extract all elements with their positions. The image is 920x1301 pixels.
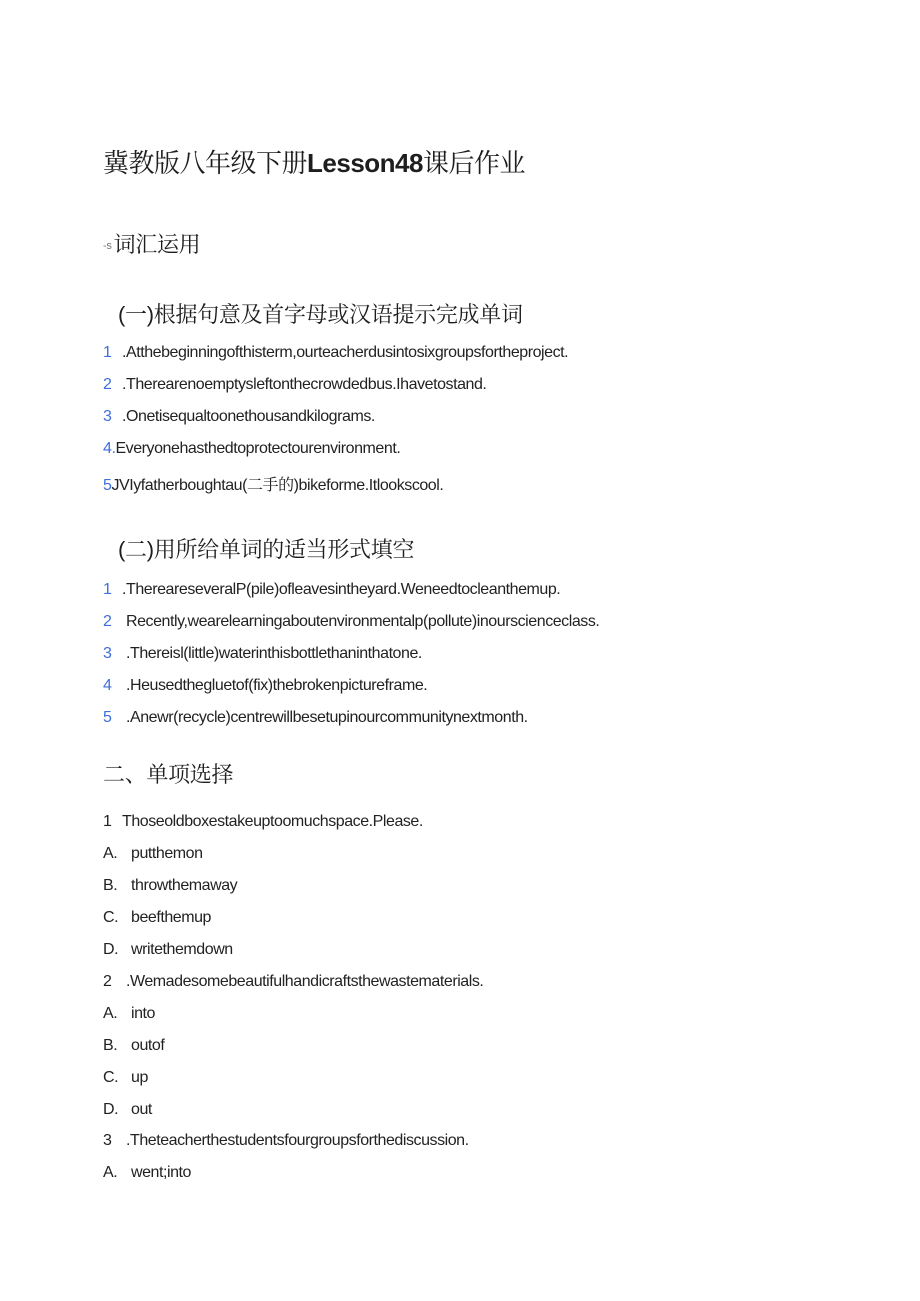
- option-letter: D.: [103, 941, 119, 958]
- question-number: 2: [103, 973, 112, 990]
- item-number: 4.: [103, 440, 116, 457]
- part1-heading: (一)根据句意及首字母或汉语提示完成单词: [118, 302, 523, 327]
- item-text: .Thereisl(little)waterinthisbottlethaninthatone.: [126, 645, 422, 662]
- item-text: JVIyfatherboughtau(二手的)bikeforme.Itlookscool.: [111, 477, 444, 494]
- item-text: .Therearenoemptysleftonthecrowdedbus.Ihavetostand.: [122, 376, 487, 393]
- option-letter: B.: [103, 1037, 118, 1054]
- question-number: 1: [103, 813, 112, 830]
- item-text: .Onetisequaltoonethousandkilograms.: [122, 408, 375, 425]
- part1-item: [103, 476, 443, 496]
- document-title: [103, 147, 525, 179]
- option-letter: A.: [103, 845, 118, 862]
- option-letter: D.: [103, 1101, 119, 1118]
- question-text: .Theteacherthestudentsfourgroupsforthediscussion.: [126, 1132, 469, 1149]
- option-text: went;into: [131, 1164, 191, 1181]
- part2-item: [103, 676, 427, 696]
- section-vocabulary-heading: [103, 231, 200, 260]
- option-text: writethemdown: [131, 941, 233, 958]
- title-suffix: 课后作业: [422, 148, 525, 178]
- option-text: throwthemaway: [131, 877, 238, 894]
- item-number: 2: [103, 613, 112, 630]
- option-text: up: [131, 1069, 148, 1086]
- item-number: 3: [103, 645, 112, 662]
- part2-item: [103, 612, 599, 632]
- part1-item: [103, 343, 568, 363]
- option: [103, 1036, 164, 1056]
- option: [103, 940, 233, 960]
- title-prefix: 冀教版八年级下册: [103, 148, 308, 178]
- option-letter: B.: [103, 877, 118, 894]
- option-text: putthemon: [131, 845, 203, 862]
- question-text: Thoseoldboxestakeuptoomuchspace.Please.: [122, 813, 423, 830]
- question: [103, 812, 423, 832]
- option: [103, 1068, 148, 1088]
- title-lesson: Lesson48: [307, 148, 423, 178]
- option: [103, 1100, 152, 1120]
- question-text: .Wemadesomebeautifulhandicraftsthewastematerials.: [126, 973, 484, 990]
- option-text: beefthemup: [131, 909, 212, 926]
- item-number: 1: [103, 344, 112, 361]
- option-letter: A.: [103, 1005, 118, 1022]
- part2-heading: (二)用所给单词的适当形式填空: [118, 537, 415, 562]
- part1-item: [103, 439, 400, 459]
- item-text: Everyonehasthedtoprotectourenvironment.: [115, 440, 401, 457]
- question: [103, 1131, 469, 1151]
- item-number: 3: [103, 408, 112, 425]
- item-number: 4: [103, 677, 112, 694]
- option-text: outof: [131, 1037, 165, 1054]
- option-text: into: [131, 1005, 155, 1022]
- part1-item: [103, 407, 375, 427]
- question: [103, 972, 483, 992]
- section-marker: -s: [103, 240, 112, 253]
- part2-item: [103, 708, 528, 728]
- item-number: 2: [103, 376, 112, 393]
- item-number: 5: [103, 477, 112, 494]
- item-text: .Heusedthegluetof(fix)thebrokenpictureframe.: [126, 677, 428, 694]
- option-letter: A.: [103, 1164, 118, 1181]
- option: [103, 844, 203, 864]
- option-text: out: [131, 1101, 152, 1118]
- option: [103, 876, 237, 896]
- question-number: 3: [103, 1132, 112, 1149]
- item-number: 1: [103, 581, 112, 598]
- item-number: 5: [103, 709, 112, 726]
- part2-item: [103, 644, 422, 664]
- item-text: .Atthebeginningofthisterm,ourteacherdusintosixgroupsfortheproject.: [122, 344, 569, 361]
- option-letter: C.: [103, 909, 119, 926]
- part2-item: [103, 580, 560, 600]
- option: [103, 1163, 191, 1183]
- section-multiple-choice-heading: 二、单项选择: [103, 762, 234, 787]
- item-text: .Anewr(recycle)centrewillbesetupinourcommunitynextmonth.: [126, 709, 528, 726]
- item-text: Recently,wearelearningaboutenvironmentalp(pollute)inourscienceclass.: [126, 613, 600, 630]
- option: [103, 908, 211, 928]
- item-text: .ThereareseveralP(pile)ofleavesintheyard.Weneedtocleanthemup.: [122, 581, 561, 598]
- section-heading-text: 词汇运用: [113, 232, 201, 257]
- option: [103, 1004, 155, 1024]
- option-letter: C.: [103, 1069, 119, 1086]
- part1-item: [103, 375, 486, 395]
